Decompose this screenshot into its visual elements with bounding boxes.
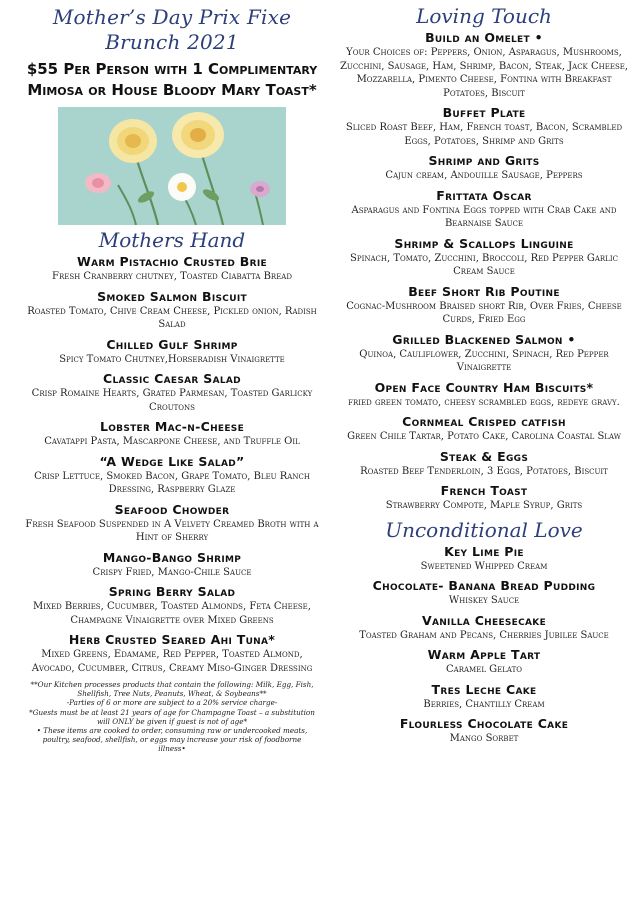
menu-item [336,449,632,479]
menu-item-name: French Toast [440,483,528,498]
menu-item [22,502,322,545]
menu-item-description: Mixed Berries, Cucumber, Toasted Almonds, Feta Cheese, Champagne Vinaigrette over Mixed Greens [33,601,311,626]
menu-item-name: Grilled Blackened Salmon • [392,331,576,347]
menu-item [336,153,632,183]
menu-item [336,578,632,608]
menu-notes [22,680,322,754]
menu-item-description: Crisp Lettuce, Smoked Bacon, Grape Tomato, Bleu Ranch Dressing, Raspberry Glaze [34,470,310,495]
menu-item-name: Chilled Gulf Shrimp [106,336,238,352]
flower-photo [58,107,286,225]
menu-item [336,105,632,148]
menu-item [22,584,322,627]
menu-item-name: Key Lime Pie [444,543,524,559]
note-service-charge: -Parties of 6 or more are subject to a 20% service charge- [66,698,278,708]
menu-item [336,544,632,574]
menu-item-description: Roasted Tomato, Chive Cream Cheese, Pickled onion, Radish Salad [27,305,317,330]
menu-item-description: Caramel Gelato [446,664,522,675]
menu-item-description: Crisp Romaine Hearts, Grated Parmesan, Toasted Garlicky Croutons [31,388,313,413]
menu-item-name: Frittata Oscar [436,187,532,203]
menu-item-name: Lobster Mac-n-Cheese [99,419,245,434]
note-allergens: **Our Kitchen processes products that contain the following: Milk, Egg, Fish, Shellfish, Tree Nuts, Peanuts, Wheat, & Soybeans** [30,680,314,699]
menu-item-name: Warm Pistachio Crusted Brie [77,254,267,269]
menu-item-description: Sliced Roast Beef, Ham, French toast, Bacon, Scrambled Eggs, Potatoes, Shrimp and Grits [345,122,623,147]
menu-item [336,30,632,100]
menu-item-name: Build an Omelet • [425,30,543,45]
menu-item-description: Mixed Greens, Edamame, Red Pepper, Toasted Almond, Avocado, Cucumber, Citrus, Creamy Miso-Ginger Dressing [31,649,313,674]
right-column [336,0,632,751]
menu-item-description: Crispy Fried, Mango-Chile Sauce [92,566,252,578]
menu-item-description: Cajun cream, Andouille Sausage, Peppers [385,170,583,181]
menu-item-description: Asparagus and Fontina Eggs topped with Crab Cake and Bearnaise Sauce [351,204,617,229]
menu-item [336,236,632,279]
menu-item-description: Your Choices of: Peppers, Onion, Asparagus, Mushrooms, Zucchini, Sausage, Ham, Shrimp, Bacon, Steak, Jack Cheese, Mozzarella, Pimento Cheese, Fontina with Breakfast Potatoes, Biscuit [339,47,629,99]
menu-item [22,289,322,332]
menu-item-description: Green Chile Tartar, Potato Cake, Carolina Coastal Slaw [347,431,621,442]
menu-item-name: “A Wedge Like Salad” [99,453,245,469]
menu-item-description: Sweetened Whipped Cream [420,560,548,572]
menu-item-description: Mango Sorbet [449,733,519,744]
menu-item [336,414,632,444]
menu-title: Mother’s Day Prix Fixe Brunch 2021 [52,5,292,54]
note-raw-food: • These items are cooked to order, consuming raw or undercooked meats, poultry, seafood, shellfish, or eggs may increase your risk of foodborne illness• [36,726,308,754]
menu-item-description: Cognac-Mushroom Braised short Rib, Over Fries, Cheese Curds, Fried Egg [346,300,622,325]
note-age: *Guests must be at least 21 years of age for Champagne Toast – a substitution will ONLY be given if guest is not of age* [29,707,315,726]
menu-item [22,254,322,284]
price-line: $55 Per Person with 1 Complimentary Mimosa or House Bloody Mary Toast* [26,60,318,99]
menu-item-name: Spring Berry Salad [108,584,236,599]
menu-item-description: Cavatappi Pasta, Mascarpone Cheese, and Truffle Oil [44,436,300,447]
menu-item-name: Vanilla Cheesecake [421,612,547,628]
menu-item-description: Strawberry Compote, Maple Syrup, Grits [385,500,583,511]
menu-item-name: Flourless Chocolate Cake [399,716,569,731]
menu-item-name: Herb Crusted Seared Ahi Tuna* [68,632,276,647]
section-loving-touch: Loving Touch [416,4,552,28]
menu-item [22,632,322,675]
section-unconditional-love: Unconditional Love [385,517,583,542]
menu-item [22,371,322,414]
menu-item-description: Fresh Cranberry chutney, Toasted Ciabatta Bread [52,271,292,282]
menu-item [336,380,632,410]
menu-item-name: Steak & Eggs [439,448,529,464]
menu-item-name: Open Face Country Ham Biscuits* [374,379,594,395]
menu-item-description: Roasted Beef Tenderloin, 3 Eggs, Potatoes, Biscuit [360,465,608,477]
menu-item-name: Seafood Chowder [114,501,230,517]
menu-item [336,613,632,643]
menu-item [22,454,322,497]
menu-item-name: Chocolate- Banana Bread Pudding [372,578,596,593]
menu-item [336,483,632,513]
menu-item [336,682,632,712]
menu-item-name: Cornmeal Crisped catfish [402,414,566,429]
menu-item-description: Spinach, Tomato, Zucchini, Broccoli, Red Pepper Garlic Cream Sauce [350,252,618,277]
menu-item-name: Classic Caesar Salad [103,371,241,386]
menu-item [336,332,632,375]
menu-item [22,550,322,580]
menu-item-description: fried green tomato, cheesy scrambled eggs, redeye gravy. [348,396,620,408]
left-column [22,0,322,754]
menu-item-name: Beef Short Rib Poutine [408,283,560,299]
menu-item-name: Tres Leche Cake [431,681,537,697]
menu-item-name: Shrimp & Scallops Linguine [394,235,574,251]
menu-item-description: Whiskey Sauce [448,595,520,606]
menu-item [336,647,632,677]
menu-item-description: Toasted Graham and Pecans, Cherries Jubilee Sauce [359,629,609,641]
menu-item [336,716,632,746]
menu-item-name: Warm Apple Tart [427,647,541,662]
menu-item [22,337,322,367]
menu-item [22,419,322,449]
menu-item-description: Berries, Chantilly Cream [423,698,545,710]
menu-item-name: Smoked Salmon Biscuit [97,288,247,304]
menu-item-description: Quinoa, Cauliflower, Zucchini, Spinach, Red Pepper Vinaigrette [359,348,609,373]
menu-item-description: Spicy Tomato Chutney,Horseradish Vinaigrette [59,353,285,365]
menu-item [336,188,632,231]
menu-item-name: Mango-Bango Shrimp [102,549,242,565]
menu-item-description: Fresh Seafood Suspended in A Velvety Creamed Broth with a Hint of Sherry [25,518,319,543]
menu-item-name: Buffet Plate [442,105,526,120]
section-mothers-hand: Mothers Hand [98,228,246,252]
menu-item-name: Shrimp and Grits [428,153,540,168]
menu-item [336,284,632,327]
